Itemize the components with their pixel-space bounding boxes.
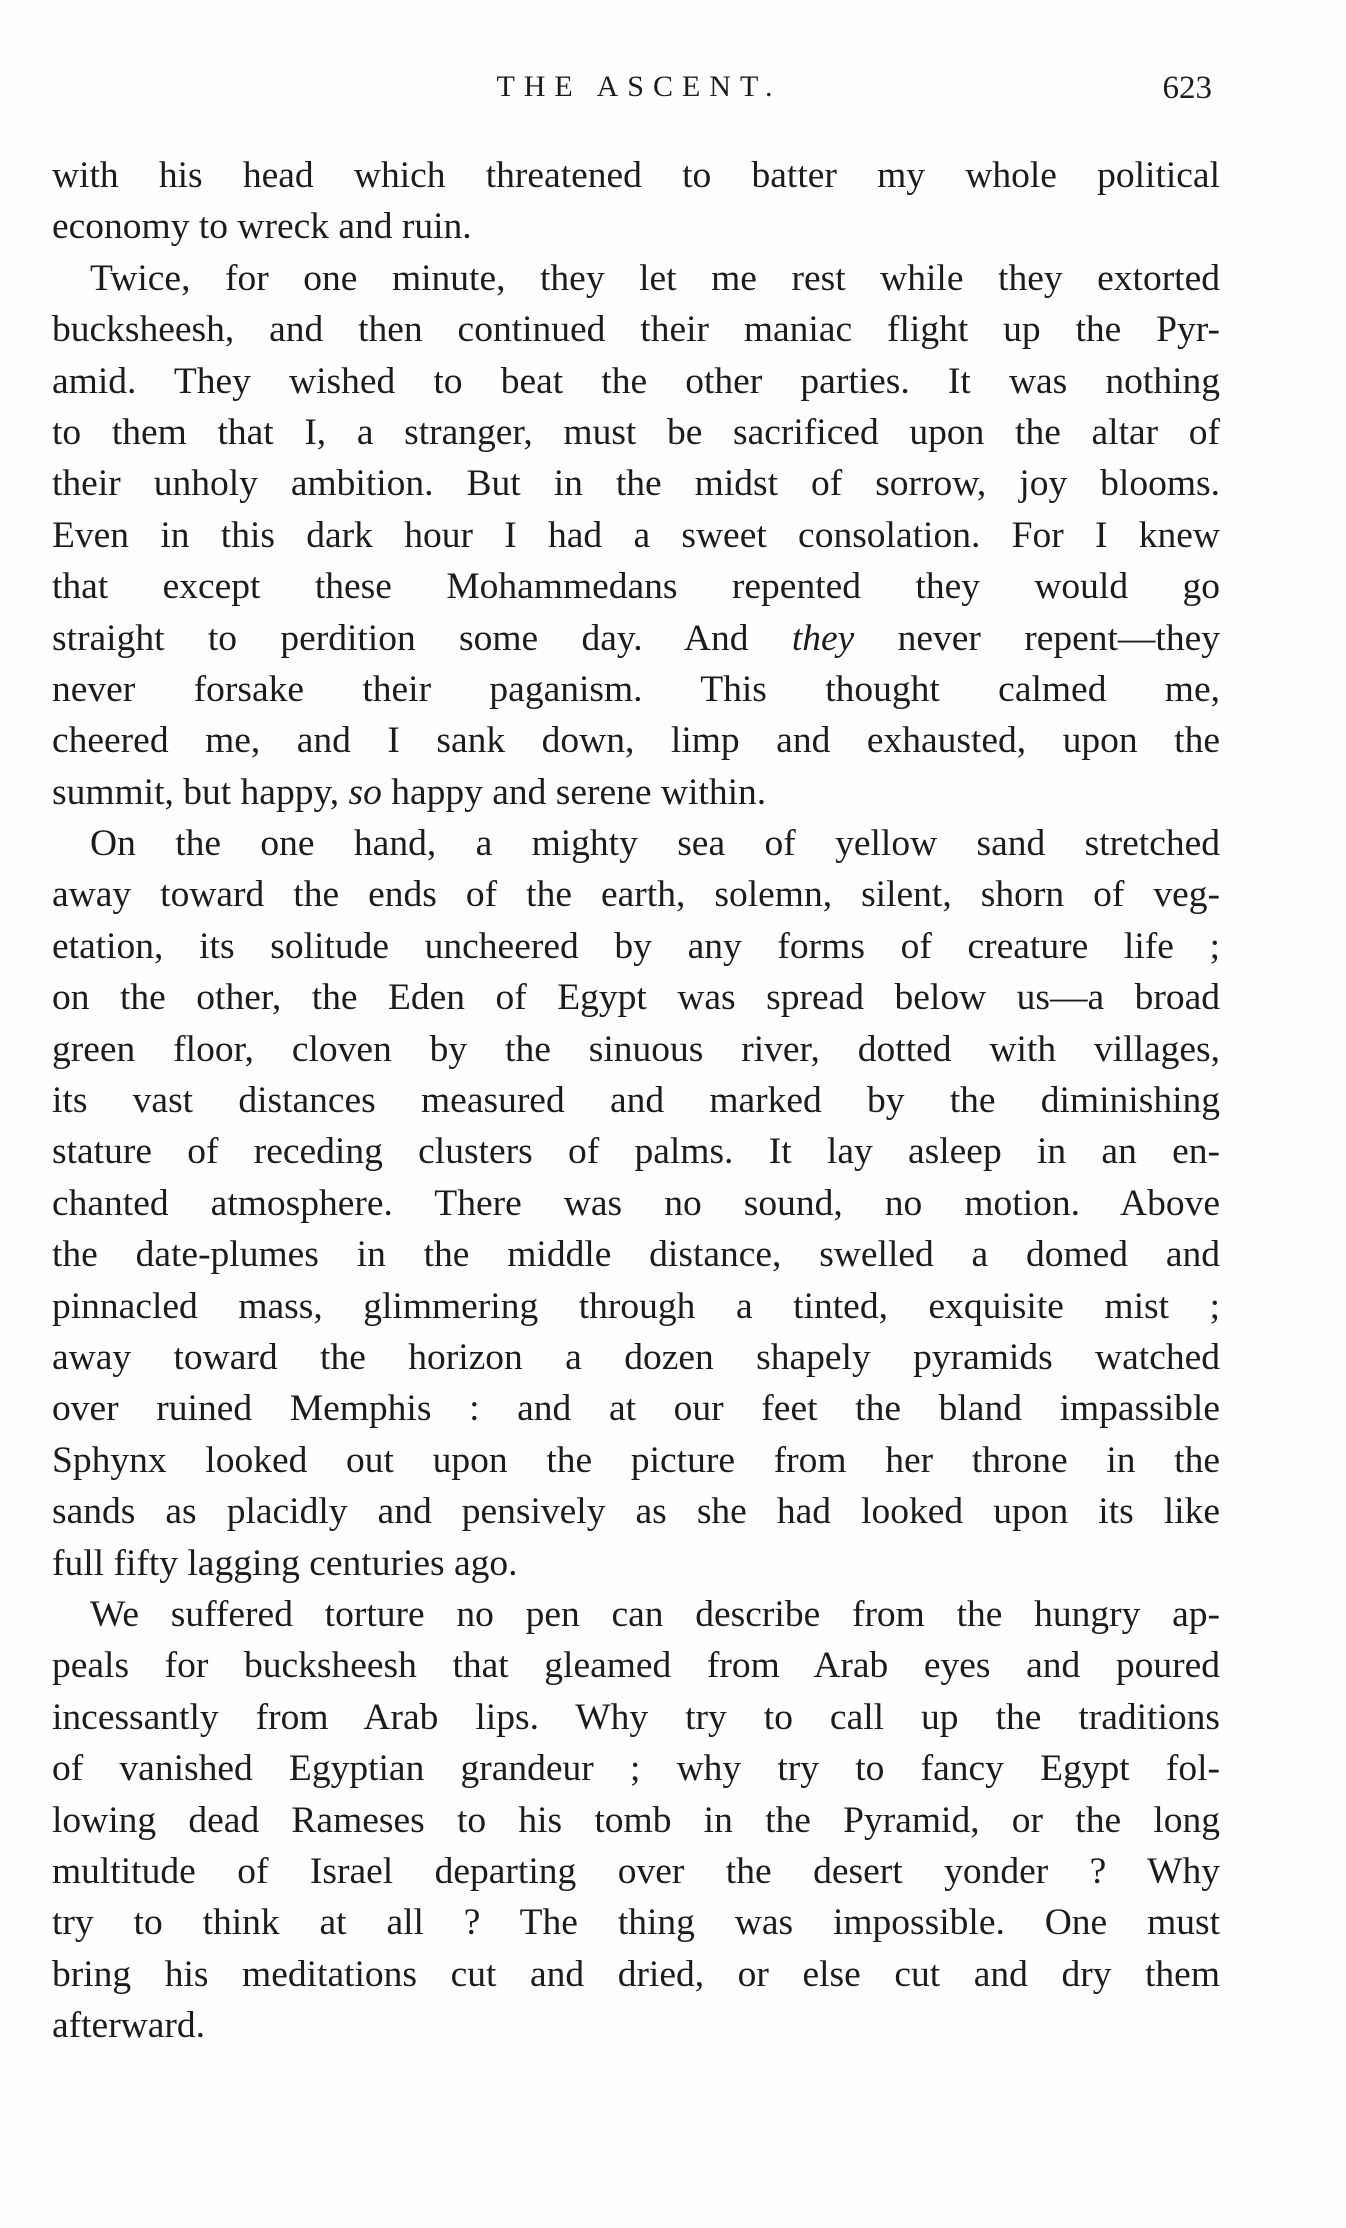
text-line: that except these Mohammedans repented they would go [52,566,1220,608]
text-line: Sphynx looked out upon the picture from her throne in the [52,1439,1220,1481]
text-line: peals for bucksheesh that gleamed from Arab eyes and poured [52,1645,1220,1687]
text-line: multitude of Israel departing over the desert yonder ? Why [52,1850,1220,1892]
body-text [52,150,1220,2051]
text-line: over ruined Memphis : and at our feet the bland impassible [52,1388,1220,1430]
text-line: sands as placidly and pensively as she had looked upon its like [52,1491,1220,1533]
running-title: THE ASCENT. [496,70,782,103]
text-line: full fifty lagging centuries ago. [52,1542,518,1584]
text-line: Twice, for one minute, they let me rest while they extorted [90,257,1220,299]
text-line: never forsake their paganism. This thought calmed me, [52,668,1220,710]
italic-emphasis: so [348,771,382,813]
page-number: 623 [1162,70,1212,106]
text-line: stature of receding clusters of palms. It lay asleep in an en- [52,1131,1220,1173]
text-line: Even in this dark hour I had a sweet consolation. For I knew [52,514,1220,556]
text-line: away toward the ends of the earth, solemn, silent, shorn of veg- [52,874,1220,916]
text-line: lowing dead Rameses to his tomb in the Pyramid, or the long [52,1799,1220,1841]
running-head [52,70,1212,110]
text-line: on the other, the Eden of Egypt was spread below us—a broad [52,977,1220,1019]
text-line: bucksheesh, and then continued their maniac flight up the Pyr- [52,309,1220,351]
text-line: their unholy ambition. But in the midst of sorrow, joy blooms. [52,463,1220,505]
text-line: try to think at all ? The thing was impossible. One must [52,1902,1220,1944]
text-line: economy to wreck and ruin. [52,206,472,248]
text-line: of vanished Egyptian grandeur ; why try to fancy Egypt fol- [52,1748,1220,1790]
text-line: On the one hand, a mighty sea of yellow sand stretched [90,823,1220,865]
text-line: the date-plumes in the middle distance, swelled a domed and [52,1234,1220,1276]
italic-emphasis: they [791,617,855,659]
text-line: away toward the horizon a dozen shapely pyramids watched [52,1336,1220,1378]
text-line: amid. They wished to beat the other parties. It was nothing [52,360,1220,402]
text-line: cheered me, and I sank down, limp and exhausted, upon the [52,720,1220,762]
text-line: etation, its solitude uncheered by any forms of creature life ; [52,925,1220,967]
text-line: incessantly from Arab lips. Why try to call up the traditions [52,1696,1220,1738]
text-line: straight to perdition some day. And they never repent—they [52,617,1220,659]
text-line: to them that I, a stranger, must be sacrificed upon the altar of [52,411,1220,453]
text-line: with his head which threatened to batter my whole political [52,155,1220,196]
text-line: bring his meditations cut and dried, or else cut and dry them [52,1953,1220,1995]
text-line: We suffered torture no pen can describe from the hungry ap- [90,1593,1220,1635]
text-line: chanted atmosphere. There was no sound, no motion. Above [52,1182,1220,1224]
text-line: afterward. [52,2005,206,2047]
text-line: pinnacled mass, glimmering through a tinted, exquisite mist ; [52,1285,1220,1327]
text-line: green floor, cloven by the sinuous river, dotted with villages, [52,1028,1220,1070]
text-line: summit, but happy, so happy and serene within. [52,771,767,813]
text-line: its vast distances measured and marked by the diminishing [52,1080,1220,1122]
